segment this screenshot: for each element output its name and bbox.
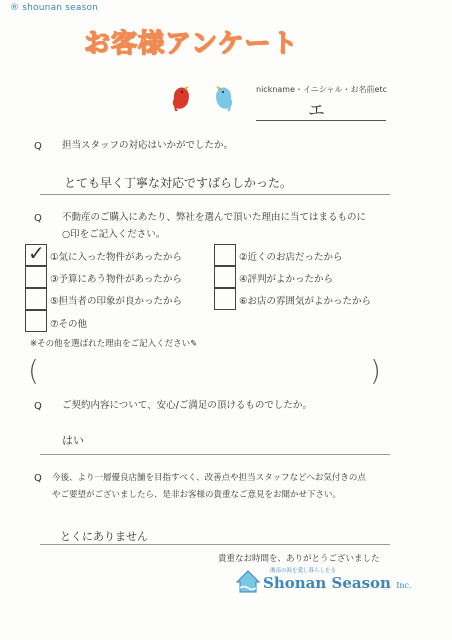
q4-question-line2: やご要望がございましたら、是非お客様の貴重なご意見をお聞かせ下さい。 — [52, 490, 342, 500]
check-mark-icon: ✓ — [28, 241, 45, 265]
brand-top: ® shounan season — [10, 3, 99, 13]
option-1-label: ①気に入った物件があったから — [50, 252, 182, 263]
q3-answer: はい — [62, 434, 84, 447]
company-logo-text — [263, 574, 412, 592]
checkbox-option-2[interactable] — [214, 244, 236, 266]
closing-message: 貴重なお時間を、ありがとうございました — [218, 554, 380, 564]
checkbox-option-4[interactable] — [214, 266, 236, 288]
q4-question-line1: 今後、より一層優良店舗を目指すべく、改善点や担当スタッフなどへお気付きの点 — [52, 473, 366, 483]
q2-question-line2: ○印をご記入ください。 — [62, 229, 166, 240]
q4-answer: とくにありません — [60, 530, 148, 543]
q3-answer-line — [40, 454, 390, 455]
other-reason-paren-close: ) — [370, 354, 381, 387]
q1-answer: とても早く丁寧な対応ですばらしかった。 — [64, 176, 293, 190]
q1-mark: Q — [34, 141, 42, 152]
option-2-label: ②近くのお店だったから — [239, 252, 343, 263]
red-bird-icon — [170, 84, 192, 112]
other-reason-prompt: ※その他を選ばれた理由をご記入ください✎ — [30, 339, 198, 349]
checkbox-option-3[interactable] — [25, 266, 47, 288]
option-5-label: ⑤担当者の印象が良かったから — [50, 296, 183, 307]
nickname-underline — [256, 120, 386, 121]
option-3-label: ③予算にあう物件があったから — [50, 274, 182, 285]
page-title: お客様アンケート — [84, 29, 299, 59]
option-4-label: ④評判がよかったから — [239, 274, 334, 285]
company-suffix: Inc. — [396, 581, 412, 590]
q2-mark: Q — [34, 213, 42, 224]
logo-tagline: 湘南の海を愛し暮らしをる — [270, 568, 337, 574]
checkbox-option-6[interactable] — [214, 288, 236, 310]
q3-mark: Q — [34, 401, 42, 412]
checkbox-option-5[interactable] — [25, 288, 47, 310]
blue-bird-icon — [213, 84, 237, 112]
q2-question-line1: 不動産のご購入にあたり、弊社を選んで頂いた理由に当てはまるものに — [62, 212, 367, 223]
nickname-value: エ — [308, 101, 325, 121]
q3-question: ご契約内容について、安心/ご満足の頂けるものでしたか。 — [62, 400, 312, 411]
house-logo-icon — [235, 568, 261, 594]
q1-answer-line — [40, 194, 390, 195]
other-reason-paren-open: ( — [28, 354, 39, 387]
option-7-label: ⑦その他 — [50, 319, 88, 330]
checkbox-option-7[interactable] — [25, 310, 47, 332]
q4-answer-line — [40, 544, 390, 545]
nickname-label: nickname・イニシャル・お名前etc — [256, 85, 387, 94]
company-name: Shonan Season — [263, 574, 391, 592]
q1-question: 担当スタッフの対応はいかがでしたか。 — [62, 140, 234, 151]
q4-mark: Q — [34, 473, 42, 484]
checkbox-option-1[interactable] — [25, 241, 47, 266]
option-6-label: ⑥お店の雰囲気がよかったから — [239, 296, 372, 307]
